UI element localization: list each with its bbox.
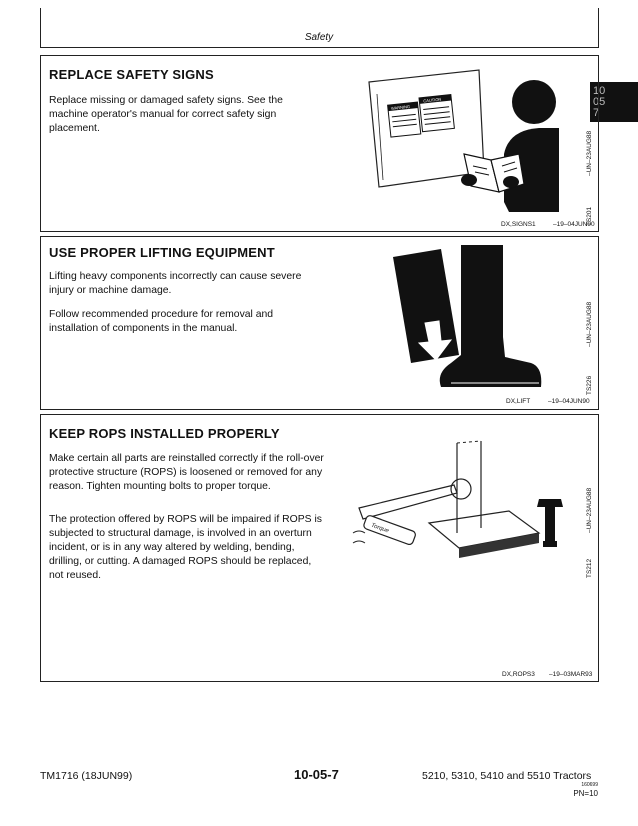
ref-code: DX,SIGNS1 [501,221,536,228]
section-paragraph: Replace missing or damaged safety signs. See the machine operator's manual for correct safety sign placement. [49,95,283,134]
section-use-proper-lifting-equipment [40,236,599,410]
footer-page-number: 10-05-7 [294,767,339,782]
footer-small-code: 160699 [581,782,598,788]
section-replace-safety-signs [40,55,599,232]
figure-date: –UN–23AUG88 [586,487,593,533]
ref-date: –19–04JUN90 [548,398,590,405]
footer-pn: PN=10 [573,789,598,798]
figure-id: TS201 [586,206,593,226]
rops-mounting-bolt-figure [339,433,579,583]
section-title: KEEP ROPS INSTALLED PROPERLY [49,426,280,441]
wrench-text: Torque [370,522,390,535]
ref-date: –19–04JUN90 [553,221,595,228]
tab-line-3: 7 [593,107,600,119]
section-paragraph-2: Follow recommended procedure for removal and installation of components in the manual. [49,309,274,334]
section-paragraph-1: Make certain all parts are reinstalled correctly if the roll-over protective structure (ROPS) is loosened or removed for any reason. Tighten mounting bolts to proper torque. [49,453,324,492]
tab-line-1: 10 [593,85,606,97]
safety-sign-reading-figure [359,62,559,212]
lifting-load-foot-figure [381,245,581,395]
section-keep-rops-installed [40,414,599,682]
section-title: REPLACE SAFETY SIGNS [49,67,214,82]
sign-text-1: WARNING [390,103,411,111]
tab-line-2: 05 [593,96,606,108]
footer-models: 5210, 5310, 5410 and 5510 Tractors [422,770,592,782]
section-paragraph-1: Lifting heavy components incorrectly can cause severe injury or machine damage. [49,271,302,296]
section-paragraph-2: The protection offered by ROPS will be impaired if ROPS is subjected to structural damage, is involved in an overturn incident, or is in any way altered by welding, bending, drilling, or cutting. A damaged ROPS should be replaced, not reused. [49,514,322,581]
footer-manual-id: TM1716 (18JUN99) [40,770,133,782]
figure-date: –UN–23AUG88 [586,130,593,176]
figure-id: TS212 [586,558,593,578]
ref-code: DX,LIFT [506,398,531,405]
page-header-title: Safety [304,32,334,43]
ref-date: –19–03MAR93 [549,671,593,678]
sign-text-2: CAUTION [423,96,442,104]
figure-date: –UN–23AUG88 [586,301,593,347]
figure-id: TS226 [586,375,593,395]
section-title: USE PROPER LIFTING EQUIPMENT [49,245,275,260]
ref-code: DX,ROPS3 [502,671,535,678]
